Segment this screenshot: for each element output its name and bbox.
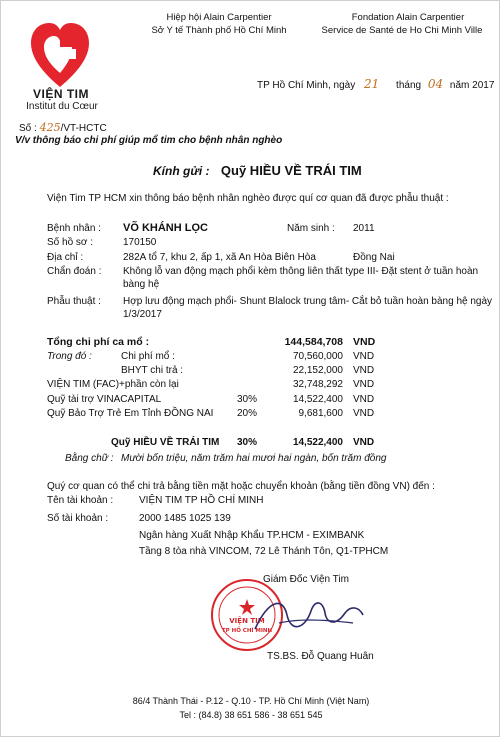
org-fr-2: Service de Santé de Ho Chi Minh Ville bbox=[321, 25, 483, 36]
date-prefix: TP Hồ Chí Minh, ngày bbox=[257, 80, 356, 91]
cost-row-label: VIỆN TIM (FAC)+phần còn lại bbox=[47, 379, 179, 390]
cost-row-currency: VND bbox=[353, 408, 375, 419]
cost-row-currency: VND bbox=[353, 351, 375, 362]
surgery-line-1: Hợp lưu động mạch phổi- Shunt Blalock trung tâm- Cắt bỏ tuần hoàn bàng hệ ngày bbox=[123, 296, 493, 307]
cost-row-value: 32,748,292 bbox=[292, 379, 343, 390]
cost-row-currency: VND bbox=[353, 365, 375, 376]
recipient-line bbox=[153, 163, 362, 178]
recipient-name: Quỹ HIỀU VỀ TRÁI TIM bbox=[220, 163, 362, 178]
cost-row-label: BHYT chi trả : bbox=[121, 365, 184, 376]
cost-row-value: 70,560,000 bbox=[292, 351, 343, 362]
cost-row-percent: 30% bbox=[237, 394, 258, 405]
bank-intro: Quý cơ quan có thể chi trả bằng tiền mặt hoặc chuyển khoản (bằng tiền đồng VN) đến : bbox=[47, 481, 435, 492]
amount-in-words: Mười bốn triệu, năm trăm hai mươi hai ngàn, bốn trăm đồng bbox=[121, 453, 387, 464]
date-line bbox=[257, 77, 494, 91]
org-fr-1: Fondation Alain Carpentier bbox=[351, 12, 465, 23]
date-year: năm 2017 bbox=[449, 80, 495, 91]
record-number: 170150 bbox=[123, 237, 157, 248]
fund-row bbox=[111, 437, 375, 451]
cost-row-percent: 20% bbox=[237, 408, 258, 419]
date-month-label: tháng bbox=[396, 80, 422, 91]
account-name-label: Tên tài khoản : bbox=[47, 495, 114, 506]
diagnosis-label: Chẩn đoán : bbox=[47, 266, 102, 277]
diagnosis-line-2: bàng hệ bbox=[123, 279, 160, 290]
signer-name: TS.BS. Đỗ Quang Huân bbox=[267, 651, 374, 662]
cost-row-value: 22,152,000 bbox=[292, 365, 343, 376]
patient-name-label: Bệnh nhân : bbox=[47, 223, 101, 234]
total-cost-label: Tổng chi phí ca mổ : bbox=[47, 336, 150, 348]
org-vn-1: Hiệp hội Alain Carpentier bbox=[166, 12, 272, 23]
cost-row-currency: VND bbox=[353, 379, 375, 390]
cost-row-label: Quỹ Bảo Trợ Trẻ Em Tỉnh ĐỒNG NAI bbox=[47, 408, 214, 419]
birth-label: Năm sinh : bbox=[287, 223, 335, 234]
date-day: 21 bbox=[363, 77, 380, 91]
province: Đồng Nai bbox=[353, 252, 395, 263]
cost-row-currency: VND bbox=[353, 394, 375, 405]
reference-number bbox=[19, 121, 107, 134]
logo-subtitle: Institut du Cœur bbox=[26, 101, 98, 112]
address: 282A tổ 7, khu 2, ấp 1, xã An Hòa Biên Hòa bbox=[123, 252, 316, 263]
total-cost-value: 144,584,708 bbox=[284, 336, 343, 348]
org-vn-2: Sở Y tế Thành phố Hồ Chí Minh bbox=[151, 25, 287, 36]
fund-value: 14,522,400 bbox=[292, 437, 343, 448]
subject-line: V/v thông báo chi phí giúp mổ tim cho bệnh nhân nghèo bbox=[15, 135, 283, 146]
footer-phone: Tel : (84.8) 38 651 586 - 38 651 545 bbox=[179, 710, 323, 720]
stamp-text-2: TP HỒ CHÍ MINH bbox=[221, 628, 273, 634]
fund-percent: 30% bbox=[237, 437, 258, 448]
cost-row-value: 14,522,400 bbox=[292, 394, 343, 405]
words-label: Bằng chữ : bbox=[65, 453, 114, 464]
of-which-label: Trong đó : bbox=[47, 351, 92, 362]
footer-address: 86/4 Thành Thái - P.12 - Q.10 - TP. Hồ Chí Minh (Việt Nam) bbox=[132, 696, 370, 706]
heart-logo-icon bbox=[27, 13, 93, 93]
date-month: 04 bbox=[427, 77, 444, 91]
ref-label: Số : bbox=[19, 123, 37, 134]
surgery-line-2: 1/3/2017 bbox=[123, 309, 162, 320]
cost-row-label: Quỹ tài trợ VINACAPITAL bbox=[47, 394, 162, 405]
recipient-label: Kính gửi : bbox=[153, 164, 210, 178]
cost-row-label: Chi phí mổ : bbox=[121, 351, 175, 362]
intro-text: Viện Tim TP HCM xin thông báo bệnh nhân nghèo được quí cơ quan đã được phẫu thuật : bbox=[47, 193, 449, 204]
bank-address: Tầng 8 tòa nhà VINCOM, 72 Lê Thánh Tôn, Q1-TPHCM bbox=[139, 546, 389, 557]
patient-name: VÕ KHÁNH LỌC bbox=[123, 222, 208, 234]
ref-number: 425 bbox=[39, 121, 61, 134]
fund-label: Quỹ HIỀU VỀ TRÁI TIM bbox=[111, 437, 220, 448]
stamp-text-1: VIỆN TIM bbox=[229, 617, 265, 625]
signature-title: Giám Đốc Viện Tim bbox=[263, 574, 349, 585]
logo-name: VIỆN TIM bbox=[32, 87, 89, 101]
surgery-label: Phẫu thuật : bbox=[47, 296, 101, 307]
account-no-label: Số tài khoản : bbox=[47, 513, 109, 524]
bank-name: Ngân hàng Xuất Nhập Khẩu TP.HCM - EXIMBANK bbox=[139, 530, 365, 541]
diagnosis-line-1: Không lỗ van động mạch phổi kèm thông liên thất type III- Đặt stent ở tuần hoàn bbox=[123, 266, 479, 277]
ref-suffix: /VT-HCTC bbox=[60, 123, 107, 134]
handwritten-signature-icon bbox=[249, 589, 369, 641]
address-label: Địa chỉ : bbox=[47, 252, 84, 263]
cost-row-value: 9,681,600 bbox=[298, 408, 343, 419]
account-name: VIỆN TIM TP HỒ CHÍ MINH bbox=[139, 495, 264, 506]
total-cost-currency: VND bbox=[353, 336, 376, 348]
account-number: 2000 1485 1025 139 bbox=[139, 513, 231, 524]
fund-currency: VND bbox=[353, 437, 375, 448]
birth-year: 2011 bbox=[353, 223, 375, 234]
record-label: Số hồ sơ : bbox=[47, 237, 94, 248]
